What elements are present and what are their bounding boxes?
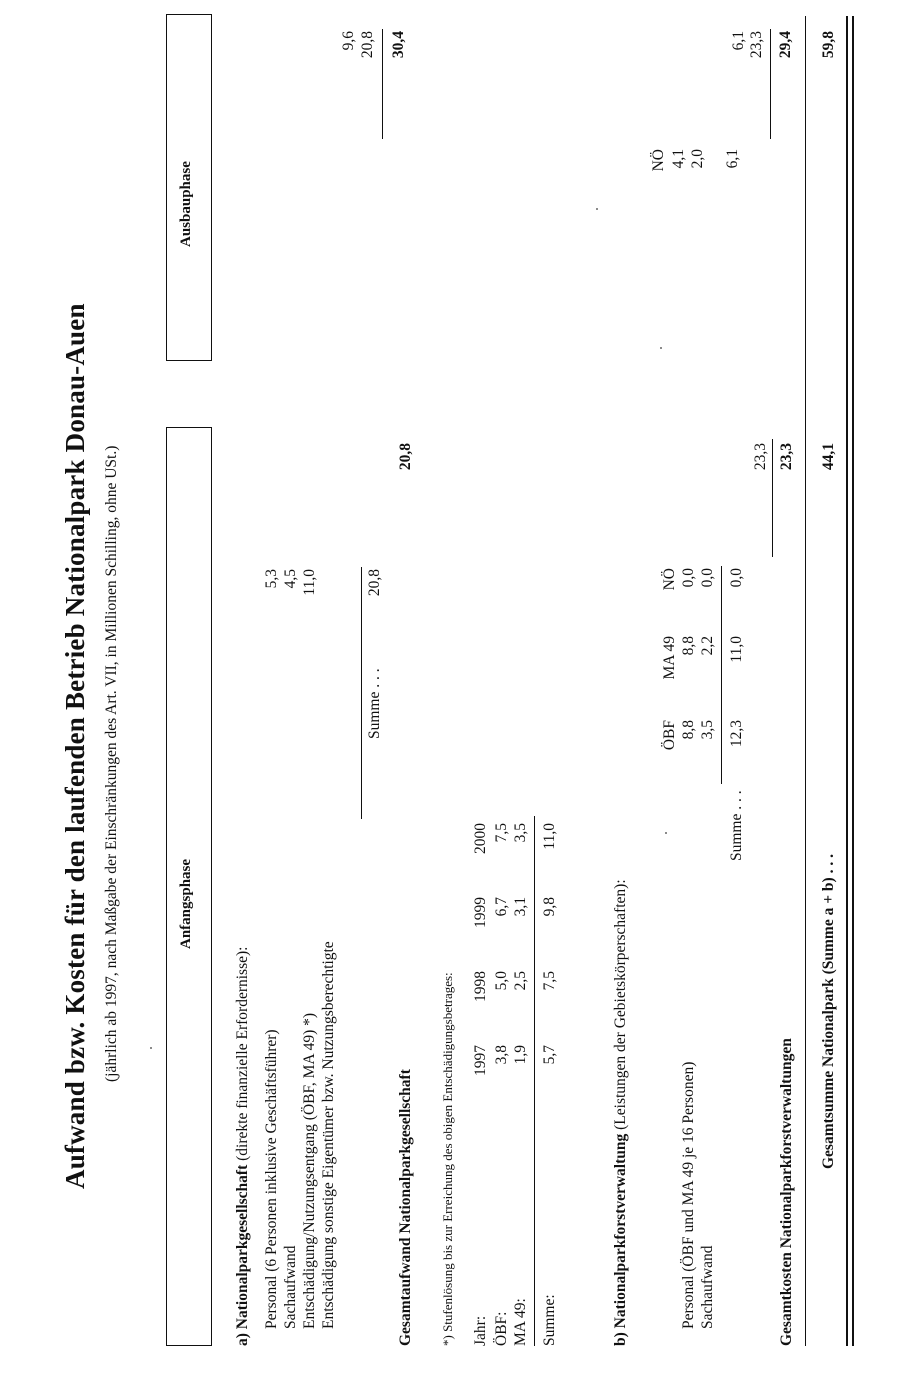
footnote-title: *) Stufenlösung bis zur Erreichung des obigen Entschädigungsbetrages: [440,972,455,1346]
section-a-row-label: Entschädigung/Nutzungsentgang (ÖBF, MA 49) *) [301,1012,318,1329]
section-a-row-label: Personal (6 Personen inklusive Geschäftsführer) [263,1029,280,1329]
footnote-obf-value: 6,7 [493,897,510,917]
section-a-heading-rest: (direkte finanzielle Erfordernisse): [234,946,251,1165]
section-b-ausbau-col: NÖ [650,149,667,172]
section-a-ausbau-value: 20,8 [359,31,376,59]
section-b-col-header: MA 49 [661,636,678,680]
scan-speck [660,347,662,349]
footnote-sum-rule [534,816,535,1346]
footnote-ma49-value: 3,1 [512,897,529,917]
section-b-summe-value: 12,3 [728,720,745,748]
section-b-row-value: 2,2 [699,636,716,656]
scan-speck [150,1047,152,1049]
section-a-heading [234,947,252,1346]
section-b-row-label: Personal (ÖBF und MA 49 je 16 Personen) [680,1061,697,1329]
footnote-year: 1999 [472,897,489,928]
section-a-row-value: 11,0 [301,569,318,596]
section-b-ausbau-right: 23,3 [748,31,765,59]
section-b-ausbau-row: 4,1 [670,149,687,169]
section-a-summe-label: Summe . . . [366,668,383,739]
footnote-summe-label: Summe: [541,1294,558,1346]
section-b-anfang-sum: 23,3 [752,443,769,471]
grand-total-ausbau: 59,8 [820,31,837,59]
section-a-ausbau-rule [382,29,383,139]
section-b-col-header: ÖBF [661,720,678,751]
section-a-row-label: Entschädigung sonstige Eigentümer bzw. Nutzungsberechtigte [320,941,337,1329]
section-b-row-value: 0,0 [699,568,716,588]
section-b-anfang-total: 23,3 [778,443,795,471]
section-a-row-label: Sachaufwand [282,1245,299,1329]
footnote-ma49-value: 1,9 [512,1045,529,1065]
section-b-ausbau-total: 29,4 [777,31,794,59]
section-b-ausbau-right: 6,1 [730,31,747,51]
section-b-ausbau-sum: 6,1 [724,149,741,169]
footnote-obf-value: 3,8 [493,1045,510,1065]
footnote-summe-value: 11,0 [541,823,558,850]
grand-top-rule [805,16,806,1346]
scan-speck [596,208,598,210]
grand-total-label: Gesamtsumme Nationalpark (Summe a + b) . . . [820,854,837,1169]
footnote-obf-label: ÖBF: [493,1311,510,1346]
section-b-ausbau-row: 2,0 [689,149,706,169]
section-a-heading-bold: a) Nationalparkgesellschaft [234,1164,251,1346]
section-b-heading-bold: b) Nationalparkforstverwaltung [612,1133,629,1346]
footnote-ma49-value: 3,5 [512,823,529,843]
grand-bottom-rule-1 [846,16,848,1346]
section-b-row-value: 8,8 [680,636,697,656]
footnote-summe-value: 5,7 [541,1045,558,1065]
footnote-year: 1997 [472,1045,489,1076]
section-b-heading [612,879,630,1346]
header-ausbauphase: Ausbauphase [178,161,194,247]
grand-bottom-rule-2 [852,16,854,1346]
footnote-year: 2000 [472,823,489,854]
section-b-heading-rest: (Leistungen der Gebietskörperschaften): [612,879,629,1134]
section-b-row-value: 0,0 [680,568,697,588]
footnote-ma49-value: 2,5 [512,971,529,991]
scan-speck [665,832,667,834]
footnote-summe-value: 7,5 [541,971,558,991]
section-b-summe-value: 0,0 [728,568,745,588]
header-anfangsphase: Anfangsphase [178,858,194,949]
grand-total-anfang: 44,1 [820,443,837,471]
footnote-summe-value: 9,8 [541,897,558,917]
section-b-anfang-rule [772,439,773,557]
section-b-ausbau-rule [770,29,771,139]
footnote-jahr-label: Jahr: [472,1315,489,1346]
page-title: Aufwand bzw. Kosten für den laufenden Betrieb Nationalpark Donau-Auen [60,303,90,1189]
footnote-obf-value: 5,0 [493,971,510,991]
footnote-year: 1998 [472,971,489,1002]
section-a-sum-rule [361,567,362,819]
page-subtitle: (jährlich ab 1997, nach Maßgabe der Einschränkungen des Art. VII, in Millionen Schilling, ohne USt.) [103,445,120,1082]
section-b-row-value: 3,5 [699,720,716,740]
section-b-row-value: 8,8 [680,720,697,740]
section-a-row-value: 5,3 [263,569,280,589]
section-b-row-label: Sachaufwand [699,1245,716,1329]
footnote-obf-value: 7,5 [493,823,510,843]
section-b-total-label: Gesamtkosten Nationalparkforstverwaltungen [778,1038,795,1346]
section-b-sum-rule [721,566,722,784]
footnote-ma49-label: MA 49: [512,1298,529,1346]
section-a-summe-value: 20,8 [366,569,383,597]
section-b-summe-value: 11,0 [728,636,745,663]
section-a-total-value: 20,8 [397,443,414,471]
section-a-ausbau-value: 9,6 [340,31,357,51]
section-a-row-value: 4,5 [282,569,299,589]
section-b-summe-label: Summe . . . [728,790,745,861]
section-a-ausbau-total: 30,4 [390,31,407,59]
section-b-col-header: NÖ [661,568,678,591]
section-a-total-label: Gesamtaufwand Nationalparkgesellschaft [397,1069,414,1346]
